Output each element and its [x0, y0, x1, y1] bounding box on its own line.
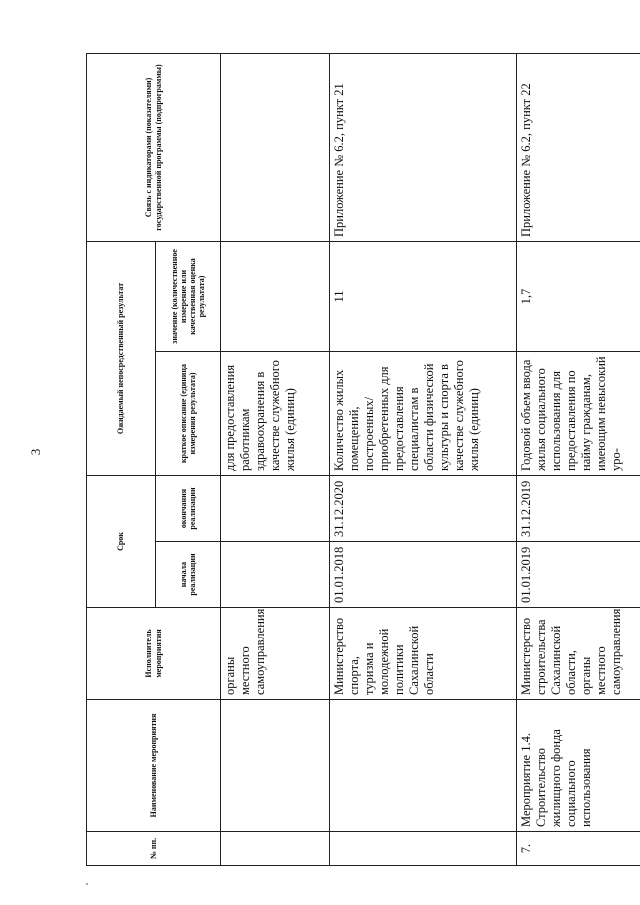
table-row	[517, 54, 640, 866]
events-table	[86, 53, 640, 866]
cell-start-date: 01.01.2018	[330, 542, 517, 608]
header-executor: Исполнитель мероприятия	[87, 608, 221, 700]
rotated-table-page	[86, 54, 630, 866]
page-number: 3	[28, 448, 43, 456]
table-row	[330, 54, 517, 866]
cell-start-date: 01.01.2019	[517, 542, 640, 608]
header-end-date: окончания реализации	[156, 476, 221, 542]
header-period: Срок	[87, 476, 156, 608]
cell-end-date: 31.12.2020	[330, 476, 517, 542]
cell-end-date: 31.12.2019	[517, 476, 640, 542]
cell-value	[221, 242, 330, 352]
cell-indicator-link	[221, 54, 330, 242]
header-event-name: Наименование мероприятия	[87, 700, 221, 832]
header-short-description: краткое описание (единица измерения результата)	[156, 352, 221, 476]
cell-event-name: Мероприятие 1.4. Строительство жилищного фонда социального использования	[517, 700, 640, 832]
header-indicator-link: Связь с индикаторами (показателями) государственной программы (подпрограммы)	[87, 54, 221, 242]
cell-executor: Министерство спорта, туризма и молодежной политики Сахалинской области	[330, 608, 517, 700]
cell-value: 1,7	[517, 242, 640, 352]
cell-start-date	[221, 542, 330, 608]
cell-value: 11	[330, 242, 517, 352]
cell-short-description: для предоставления работникам здравоохранения в качестве служебного жилья (единиц)	[221, 352, 330, 476]
cell-indicator-link: Приложение № 6.2, пункт 21	[330, 54, 517, 242]
table-row	[221, 54, 330, 866]
header-value: значение (количественное измерение или качественная оценка результата)	[156, 242, 221, 352]
header-number: № пп.	[87, 832, 221, 866]
cell-event-name	[330, 700, 517, 832]
header-expected-result: Ожидаемый непосредственный результат	[87, 242, 156, 476]
cell-executor: Министерство строительства Сахалинской области, органы местного самоуправления	[517, 608, 640, 700]
cell-event-name	[221, 700, 330, 832]
cell-indicator-link: Приложение № 6.2, пункт 22	[517, 54, 640, 242]
cell-short-description: Количество жилых помещений, построенных/приобретенных для предоставления специалистам в области физической культуры и спорта в качестве служебного жилья (единиц)	[330, 352, 517, 476]
scan-artifact-dot	[86, 883, 88, 885]
cell-number	[221, 832, 330, 866]
cell-end-date	[221, 476, 330, 542]
cell-executor: органы местного самоуправления	[221, 608, 330, 700]
cell-number	[330, 832, 517, 866]
header-start-date: начала реализации	[156, 542, 221, 608]
cell-short-description: Годовой объем ввода жилья социального использования для предоставления по найму гражданам, имеющим невысокий уро-	[517, 352, 640, 476]
cell-number: 7.	[517, 832, 640, 866]
